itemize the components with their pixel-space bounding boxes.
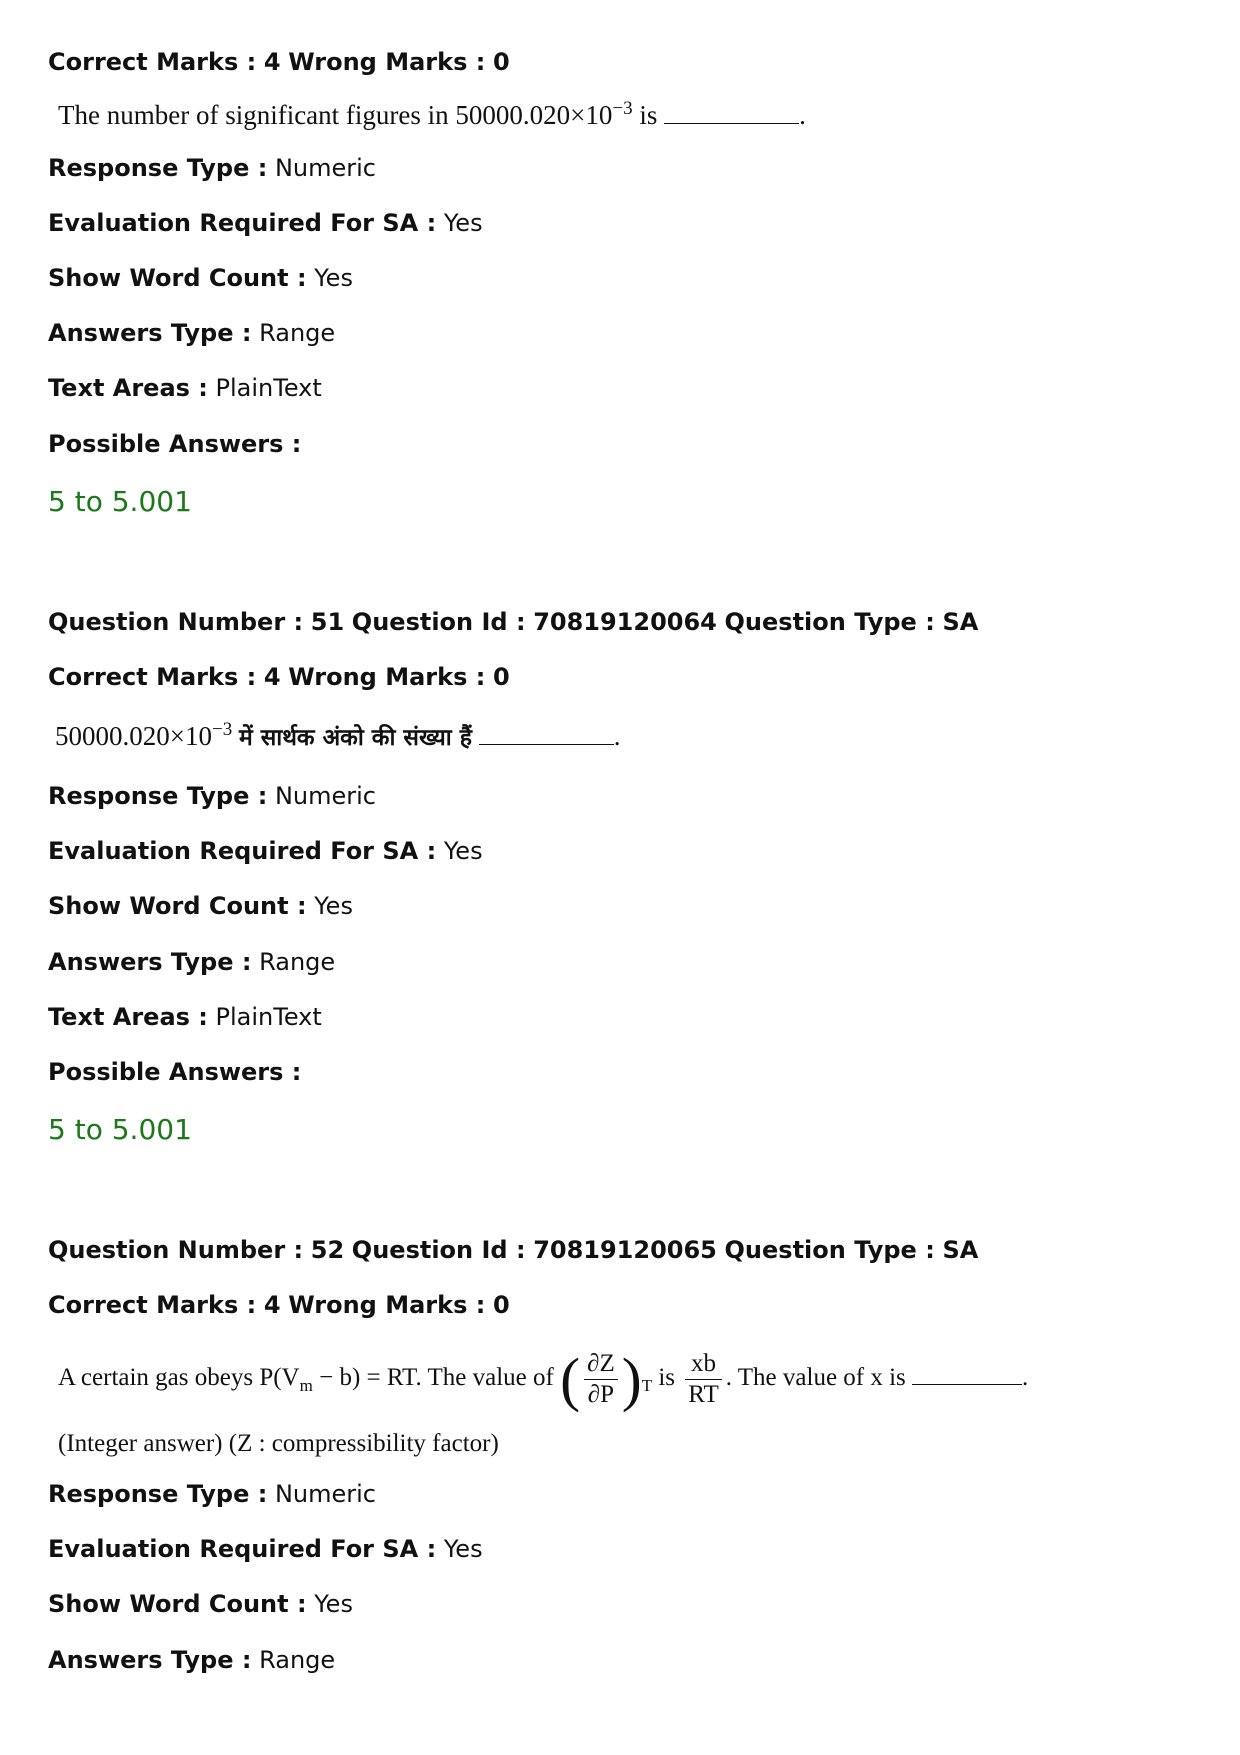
q52-question-line2: (Integer answer) (Z : compressibility factor)	[58, 1430, 499, 1457]
q52-question-text: A certain gas obeys $P(V_m - b)$ = RT. The value of ( $\frac{\partial Z}{\partial P}$ )$_T$ is $\frac{xb}{RT}$ . The value of x is .	[58, 1346, 1029, 1413]
q51-possible-answers-label: Possible Answers :	[48, 1058, 302, 1086]
q51-possible-answer: 5 to 5.001	[48, 1113, 192, 1146]
q50-response-type: Response Type : Numeric	[48, 154, 376, 182]
q52-fraction-xb-rt: $\frac{xb}{RT}$	[685, 1349, 721, 1410]
q52-response-type: Response Type : Numeric	[48, 1480, 376, 1508]
q50-marks: Correct Marks : 4 Wrong Marks : 0	[48, 48, 510, 76]
q52-answers-type: Answers Type : Range	[48, 1646, 336, 1674]
q51-response-type: Response Type : Numeric	[48, 782, 376, 810]
q51-marks: Correct Marks : 4 Wrong Marks : 0	[48, 663, 510, 691]
q50-answers-type: Answers Type : Range	[48, 319, 336, 347]
q52-partial-derivative: $\frac{\partial Z}{\partial P}$	[584, 1349, 618, 1410]
q51-text-areas: Text Areas : PlainText	[48, 1003, 322, 1031]
q51-evaluation-required: Evaluation Required For SA : Yes	[48, 837, 483, 865]
q52-show-word-count: Show Word Count : Yes	[48, 1590, 353, 1618]
q51-show-word-count: Show Word Count : Yes	[48, 892, 353, 920]
q50-text-areas: Text Areas : PlainText	[48, 374, 322, 402]
q51-header: Question Number : 51 Question Id : 70819120064 Question Type : SA	[48, 608, 979, 636]
q52-header: Question Number : 52 Question Id : 70819120065 Question Type : SA	[48, 1236, 979, 1264]
q50-evaluation-required: Evaluation Required For SA : Yes	[48, 209, 483, 237]
q52-marks: Correct Marks : 4 Wrong Marks : 0	[48, 1291, 510, 1319]
q51-answers-type: Answers Type : Range	[48, 948, 336, 976]
q50-question-text: The number of significant figures in $50000.020\times 10^{-3}$ is .	[58, 98, 806, 130]
q52-evaluation-required: Evaluation Required For SA : Yes	[48, 1535, 483, 1563]
q51-question-text: $50000.020\times 10^{-3}$ में सार्थक अंको की संख्या हैं .	[55, 719, 621, 751]
q50-show-word-count: Show Word Count : Yes	[48, 264, 353, 292]
q50-possible-answer: 5 to 5.001	[48, 485, 192, 518]
q50-possible-answers-label: Possible Answers :	[48, 430, 302, 458]
